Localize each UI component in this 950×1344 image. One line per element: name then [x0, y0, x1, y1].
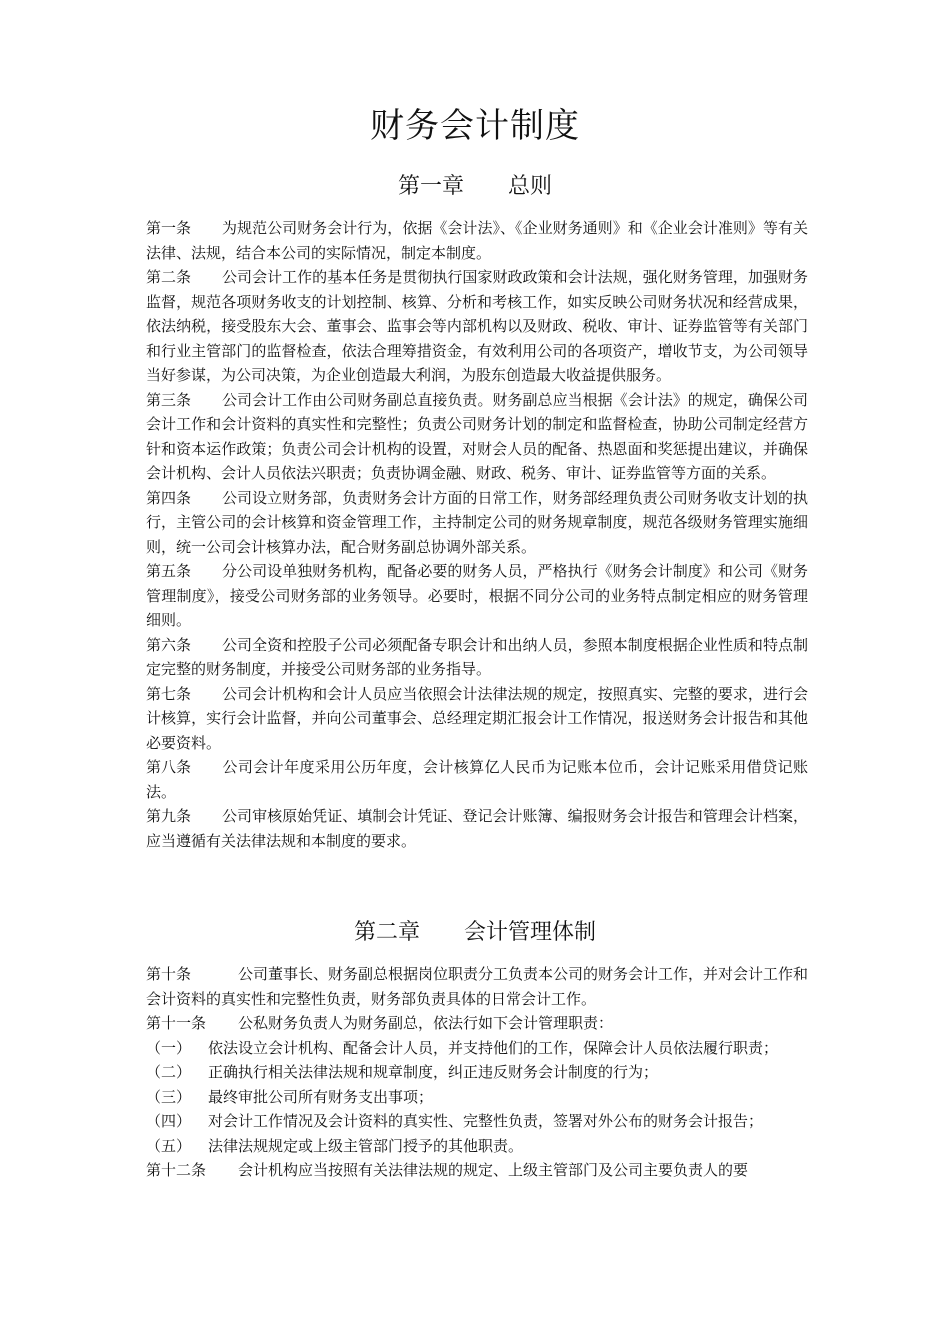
article-text: 会计机构应当按照有关法律法规的规定、上级主管部门及公司主要负责人的要 — [238, 1161, 749, 1179]
item-number: （二） — [146, 1063, 192, 1081]
article-number: 第六条 — [146, 635, 192, 654]
chapter-2-name: 会计管理体制 — [464, 920, 597, 945]
article-5 — [146, 559, 808, 633]
article-8 — [146, 755, 808, 804]
article-6 — [146, 633, 808, 682]
article-text: 公司审核原始凭证、填制会计凭证、登记会计账簿、编报财务会计报告和管理会计档案，应当遵循有关法律法规和本制度的要求。 — [146, 807, 808, 850]
duty-item-4 — [146, 1109, 808, 1134]
item-text: 正确执行相关法律法规和规章制度，纠正违反财务会计制度的行为； — [208, 1063, 659, 1081]
article-7 — [146, 682, 808, 756]
item-text: 最终审批公司所有财务支出事项； — [208, 1087, 434, 1106]
chapter-1-heading — [0, 172, 950, 202]
document-title: 财务会计制度 — [370, 106, 580, 146]
chapter-2-heading — [0, 918, 950, 948]
item-number: （一） — [146, 1038, 192, 1057]
article-number: 第十条 — [146, 965, 192, 983]
article-text: 公司全资和控股子公司必须配备专职会计和出纳人员，参照本制度根据企业性质和特点制定完整的财务制度，并接受公司财务部的业务指导。 — [146, 635, 808, 678]
duty-item-2 — [146, 1060, 808, 1085]
duty-item-3 — [146, 1085, 808, 1110]
article-2 — [146, 265, 808, 388]
item-number: （五） — [146, 1136, 192, 1155]
article-text: 公司会计年度采用公历年度，会计核算亿人民币为记账本位币，会计记账采用借贷记账法。 — [146, 758, 808, 801]
article-text: 公司设立财务部，负责财务会计方面的日常工作，财务部经理负责公司财务收支计划的执行，主管公司的会计核算和资金管理工作，主持制定公司的财务规章制度，规范各级财务管理实施细则，统一公司会计核算办法，配合财务副总协调外部关系。 — [146, 488, 808, 556]
article-text: 公司会计工作的基本任务是贯彻执行国家财政政策和会计法规，强化财务管理，加强财务监督，规范各项财务收支的计划控制、核算、分析和考核工作，如实反映公司财务状况和经营成果，依法纳税，接受股东大会、董事会、监事会等内部机构以及财政、税收、审计、证券监管等有关部门和行业主管部门的监督检查，依法合理筹措资金，有效利用公司的各项资产，增收节支，为公司领导当好参谋，为公司决策，为企业创造最大利润，为股东创造最大收益提供服务。 — [146, 268, 808, 384]
article-9 — [146, 804, 808, 853]
item-text: 法律法规规定或上级主管部门授予的其他职责。 — [208, 1136, 524, 1155]
article-number: 第九条 — [146, 807, 192, 825]
article-text: 分公司设单独财务机构，配备必要的财务人员，严格执行《财务会计制度》和公司《财务管理制度》，接受公司财务部的业务领导。必要时，根据不同分公司的业务特点制定相应的财务管理细则。 — [146, 562, 808, 629]
article-number: 第一条 — [146, 219, 192, 237]
article-11 — [146, 1011, 808, 1036]
article-3 — [146, 388, 808, 486]
article-10 — [146, 962, 808, 1011]
article-number: 第二条 — [146, 268, 192, 286]
article-number: 第五条 — [146, 562, 192, 580]
article-number: 第十一条 — [146, 1014, 207, 1032]
article-12 — [146, 1158, 808, 1183]
article-text: 公司董事长、财务副总根据岗位职责分工负责本公司的财务会计工作，并对会计工作和会计资料的真实性和完整性负责，财务部负责具体的日常会计工作。 — [146, 965, 809, 1008]
article-text: 为规范公司财务会计行为，依据《会计法》、《企业财务通则》和《企业会计准则》等有关法律、法规，结合本公司的实际情况，制定本制度。 — [146, 219, 808, 262]
item-text: 依法设立会计机构、配备会计人员，并支持他们的工作，保障会计人员依法履行职责； — [208, 1038, 779, 1057]
article-number: 第四条 — [146, 488, 192, 507]
chapter-2-body — [146, 962, 808, 1183]
article-text: 公司会计工作由公司财务副总直接负责。财务副总应当根据《会计法》的规定，确保公司会计工作和会计资料的真实性和完整性；负责公司财务计划的制定和监督检查，协助公司制定经营方针和资本运作政策；负责公司会计机构的设置，对财会人员的配备、热恩面和奖惩提出建议，并确保会计机构、会计人员依法兴职责；负责协调金融、财政、税务、审计、证券监管等方面的关系。 — [146, 390, 808, 482]
article-number: 第十二条 — [146, 1161, 207, 1179]
article-number: 第三条 — [146, 390, 192, 409]
article-number: 第七条 — [146, 684, 192, 703]
article-text: 公司会计机构和会计人员应当依照会计法律法规的规定，按照真实、完整的要求，进行会计核算，实行会计监督，并向公司董事会、总经理定期汇报会计工作情况，报送财务会计报告和其他必要资料。 — [146, 684, 808, 752]
article-4 — [146, 486, 808, 560]
chapter-2-label: 第二章 — [353, 920, 420, 945]
item-number: （三） — [146, 1087, 192, 1106]
article-1 — [146, 216, 808, 265]
article-text: 公私财务负责人为财务副总，依法行如下会计管理职责： — [238, 1014, 614, 1032]
chapter-1-name: 总则 — [508, 174, 553, 199]
chapter-1-label: 第一章 — [397, 174, 464, 199]
chapter-1-body — [146, 216, 808, 853]
article-number: 第八条 — [146, 758, 192, 776]
duty-item-1 — [146, 1036, 808, 1061]
duty-item-5 — [146, 1134, 808, 1159]
item-text: 对会计工作情况及会计资料的真实性、完整性负责，签署对外公布的财务会计报告； — [208, 1112, 764, 1130]
item-number: （四） — [146, 1112, 192, 1130]
